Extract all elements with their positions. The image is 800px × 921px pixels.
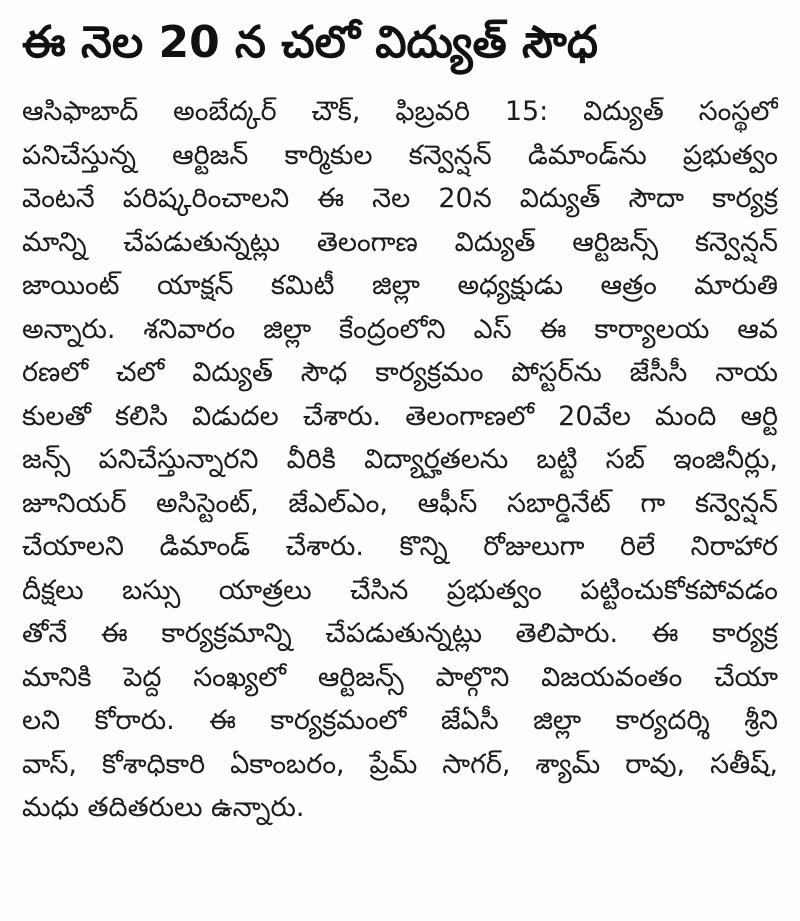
body-line-6: అన్నారు. శనివారం జిల్లా కేంద్రంలోని ఎస్ ఈ కార్యాలయ ఆవ [22,313,778,345]
body-line-8: కులతో కలిసి విడుదల చేశారు. తెలంగాణలో 20వేల మంది ఆర్టి [22,400,778,432]
body-line-2: పనిచేస్తున్న ఆర్టిజన్ కార్మికుల కన్వెన్షన్ డిమాండ్‌ను ప్రభుత్వం [22,139,778,171]
body-line-1: ఆసిఫాబాద్ అంబేద్కర్ చౌక్, ఫిబ్రవరి 15: విద్యుత్ సంస్థలో [22,96,778,127]
article-body [22,90,778,830]
body-line-13: తోనే ఈ కార్యక్రమాన్ని చేపడుతున్నట్లు తెలిపారు. ఈ కార్యక్ర [22,618,778,649]
body-line-16: వాస్, కోశాధికారి ఏకాంబరం, ప్రేమ్ సాగర్, శ్యామ్ రావు, సతీష్, [22,748,778,780]
body-line-3: వెంటనే పరిష్కరించాలని ఈ నెల 20న విద్యుత్ సౌదా కార్యక్ర [22,183,778,214]
body-line-11: చేయాలని డిమాండ్ చేశారు. కొన్ని రోజులుగా రిలే నిరాహార [22,531,778,562]
body-line-5: జాయింట్ యాక్షన్ కమిటీ జిల్లా అధ్యక్షుడు ఆత్రం మారుతి [22,270,778,301]
body-line-15: లని కోరారు. ఈ కార్యక్రమంలో జేఏసీ జిల్లా కార్యదర్శి శ్రీని [22,705,778,736]
body-line-17: మధు తదితరులు ఉన్నారు. [22,792,305,823]
body-line-7: రణలో చలో విద్యుత్ సౌధ కార్యక్రమం పోస్టర్‌ను జేసీసీ నాయ [22,357,778,388]
body-line-12: దీక్షలు బస్సు యాత్రలు చేసిన ప్రభుత్వం పట్టించుకోకపోవడం [22,574,778,606]
body-line-10: జూనియర్ అసిస్టెంట్, జేఎల్ఎం, ఆఫీస్ సబార్డినేట్ గా కన్వెన్షన్ [22,487,778,519]
body-line-14: మానికి పెద్ద సంఖ్యలో ఆర్టిజన్స్ పాల్గొని విజయవంతం చేయా [22,661,778,693]
headline: ఈ నెల 20 న చలో విద్యుత్ సౌధ [22,17,598,68]
body-line-4: మాన్ని చేపడుతున్నట్లు తెలంగాణ విద్యుత్ ఆర్టిజన్స్ కన్వెన్షన్ [22,226,778,258]
body-line-9: జన్స్ పనిచేస్తున్నారని వీరికి విద్యార్హతలను బట్టి సబ్ ఇంజినీర్లు, [22,444,778,475]
